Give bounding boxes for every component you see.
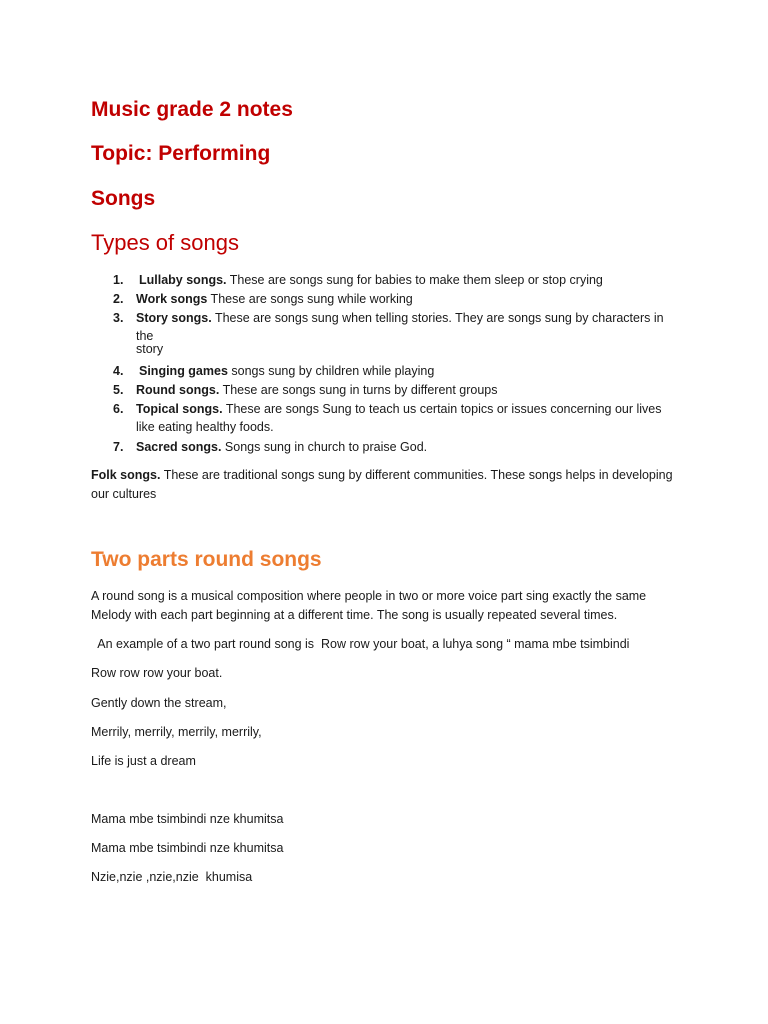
song-type-term: Lullaby songs. bbox=[139, 273, 227, 287]
list-number: 2. bbox=[113, 292, 124, 306]
song-type-term: Round songs. bbox=[136, 383, 220, 397]
song-line: Life is just a dream bbox=[91, 754, 196, 768]
song-line: Mama mbe tsimbindi nze khumitsa bbox=[91, 812, 284, 826]
list-number: 7. bbox=[113, 440, 124, 454]
song-line: Gently down the stream, bbox=[91, 696, 227, 710]
list-number: 1. bbox=[113, 273, 124, 287]
song-type-description: These are songs sung in turns by different groups bbox=[219, 383, 498, 397]
song-type-term: Topical songs. bbox=[136, 402, 223, 416]
song-type-term: Sacred songs. bbox=[136, 440, 222, 454]
song-line: Merrily, merrily, merrily, merrily, bbox=[91, 725, 262, 739]
song-type-description: story bbox=[136, 342, 164, 356]
folk-songs-paragraph bbox=[91, 466, 681, 504]
round-song-example: An example of a two part round song is Row row your boat, a luhya song “ mama mbe tsimbindi bbox=[91, 637, 630, 651]
song-type-description: These are songs sung for babies to make them sleep or stop crying bbox=[226, 273, 603, 287]
song-type-description: These are songs sung when telling stories. They are songs sung by characters in the bbox=[136, 311, 664, 343]
document-title: Music grade 2 notes bbox=[91, 98, 293, 121]
folk-songs-term: Folk songs. bbox=[91, 468, 161, 482]
round-songs-heading: Two parts round songs bbox=[91, 548, 322, 571]
list-number: 3. bbox=[113, 311, 124, 325]
song-type-description: Songs sung in church to praise God. bbox=[221, 440, 428, 454]
list-number: 5. bbox=[113, 383, 124, 397]
song-line: Nzie,nzie ,nzie,nzie khumisa bbox=[91, 870, 253, 884]
song-type-term: Singing games bbox=[139, 364, 228, 378]
song-type-description: These are songs Sung to teach us certain topics or issues concerning our lives like eating healthy foods. bbox=[136, 402, 662, 434]
folk-songs-description: These are traditional songs sung by different communities. These songs helps in developing our cultures bbox=[91, 468, 673, 501]
song-type-description: songs sung by children while playing bbox=[227, 364, 435, 378]
section-heading: Songs bbox=[91, 187, 156, 210]
song-type-term: Story songs. bbox=[136, 311, 212, 325]
song-line: Mama mbe tsimbindi nze khumitsa bbox=[91, 841, 284, 855]
types-heading: Types of songs bbox=[91, 230, 239, 255]
list-number: 4. bbox=[113, 364, 124, 378]
topic-heading: Topic: Performing bbox=[91, 142, 271, 165]
song-type-description: These are songs sung while working bbox=[207, 292, 413, 306]
round-song-definition: A round song is a musical composition where people in two or more voice part sing exactly the same Melody with each part beginning at a different time. The song is usually repeated several times. bbox=[91, 589, 647, 622]
song-line: Row row row your boat. bbox=[91, 666, 223, 680]
song-type-term: Work songs bbox=[136, 292, 208, 306]
list-number: 6. bbox=[113, 402, 124, 416]
